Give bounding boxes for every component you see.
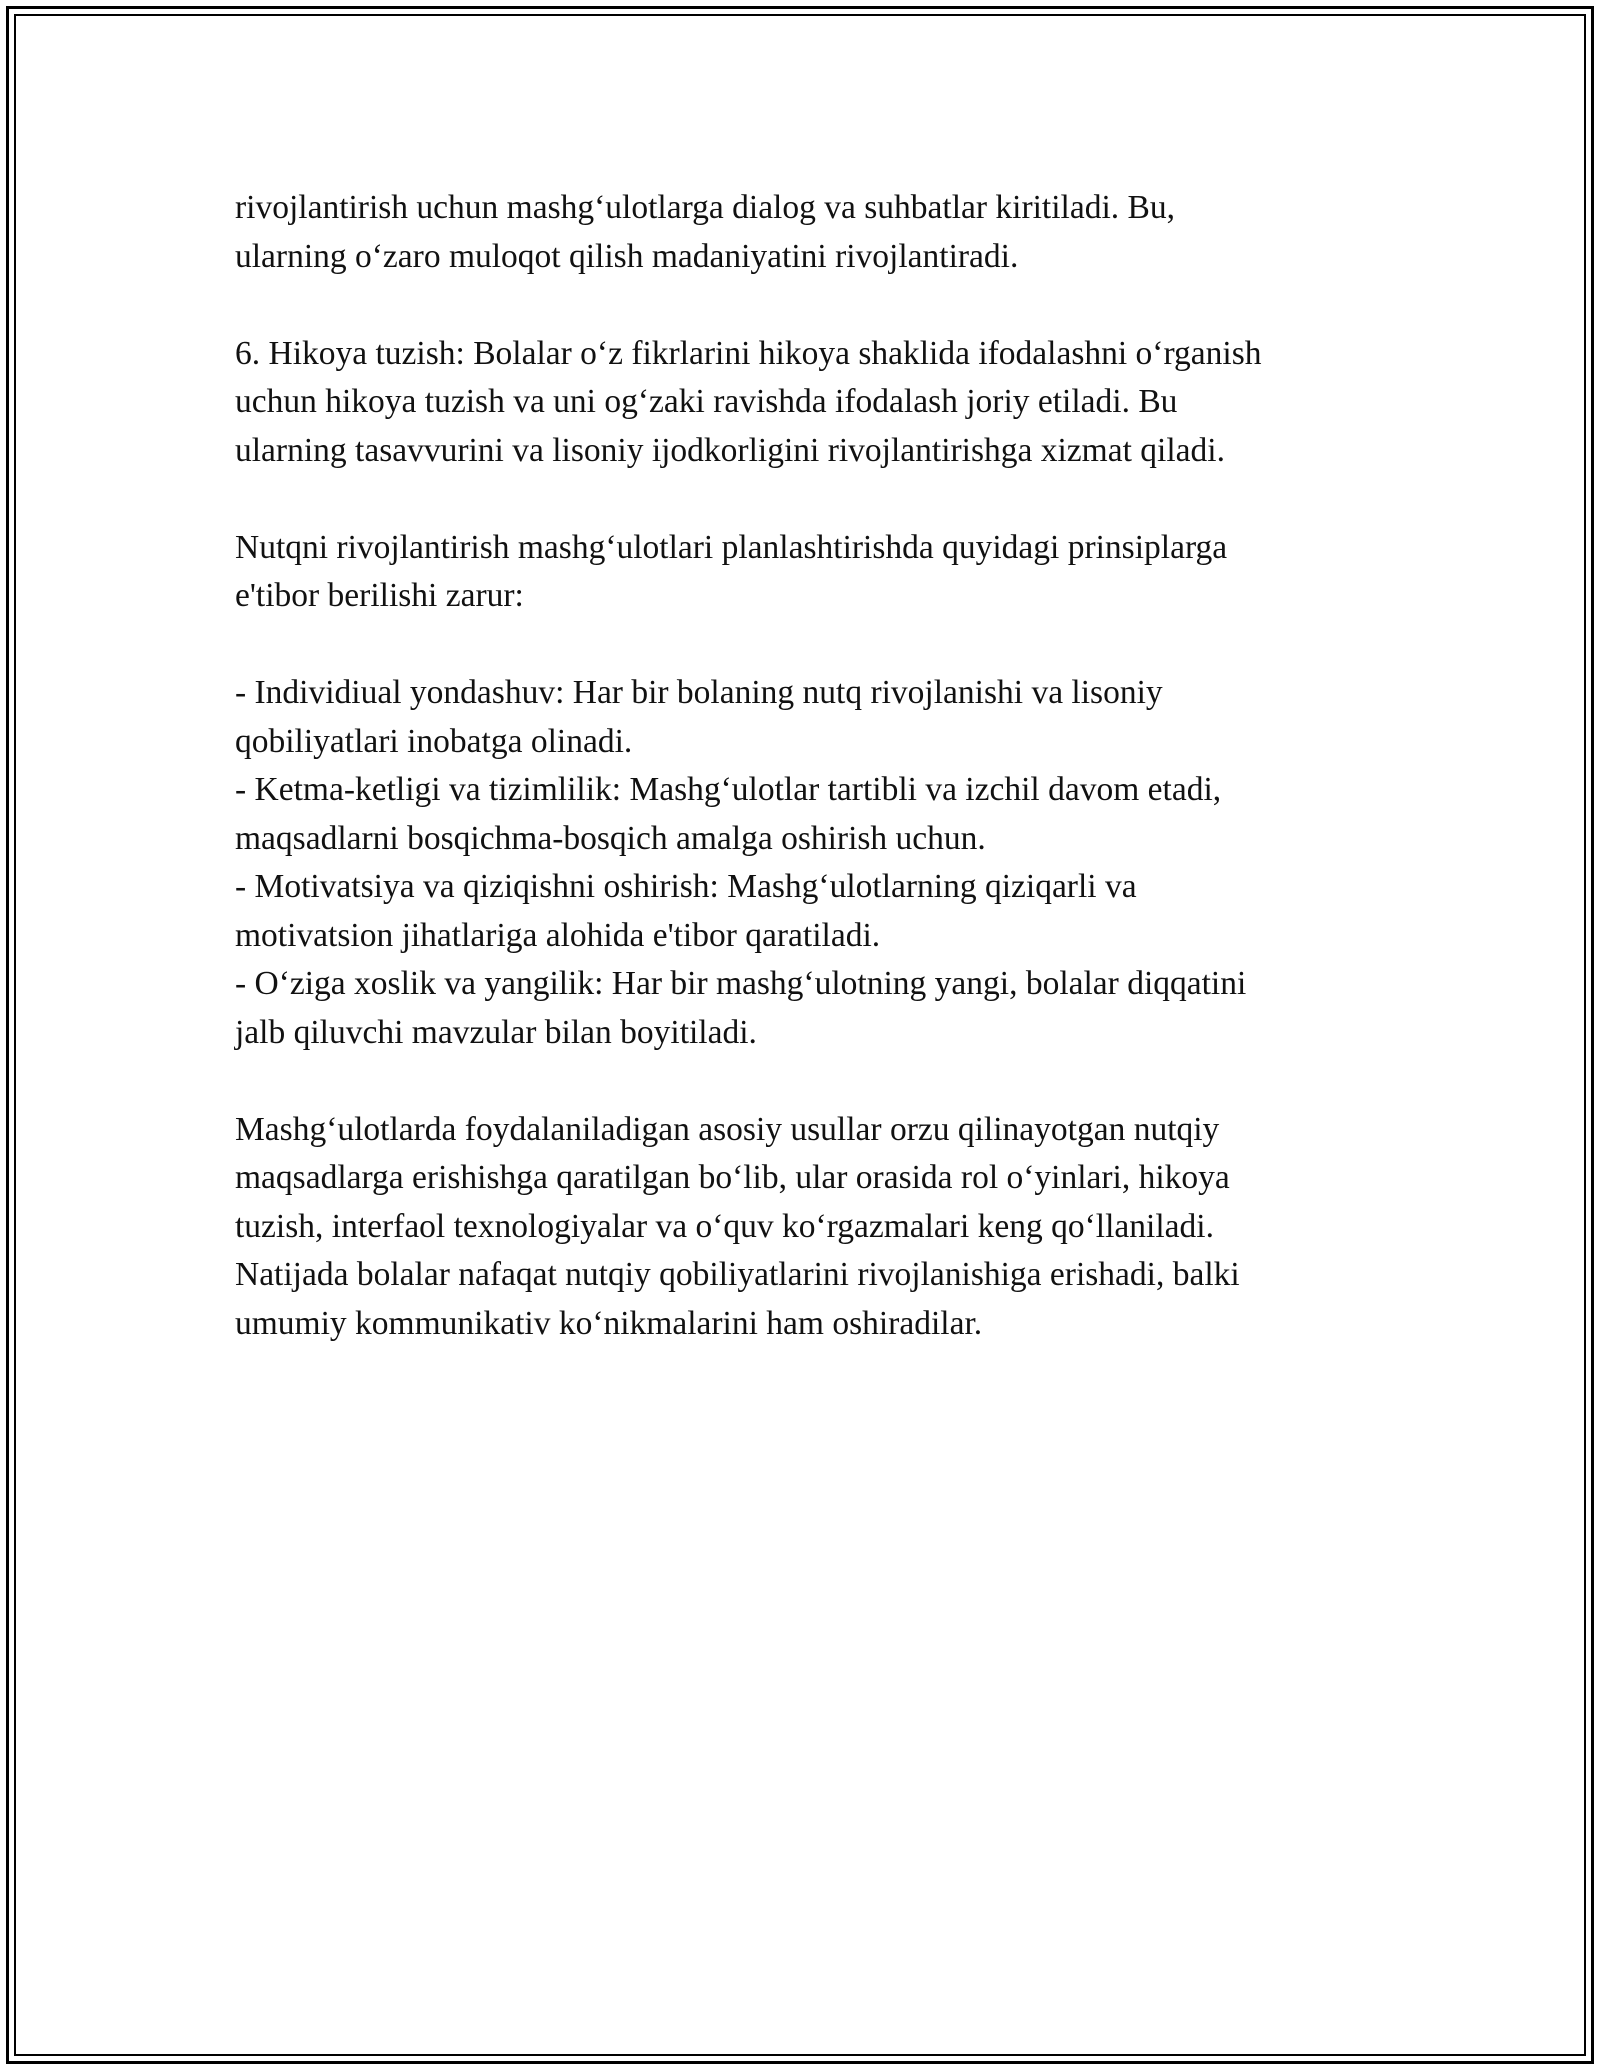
paragraph-principles-intro: Nutqni rivojlantirish mashg‘ulotlari planlashtirishda quyidagi prinsiplarga e'tibor berilishi zarur:: [235, 528, 1228, 614]
document-body: [235, 184, 1395, 1348]
paragraph-story-composition: 6. Hikoya tuzish: Bolalar o‘z fikrlarini hikoya shaklida ifodalashni o‘rganish uchun hikoya tuzish va uni og‘zaki ravishda ifodalash joriy etiladi. Bu ularning tasavvurini va lisoniy ijodkorligini rivojlantirishga xizmat qiladi.: [235, 334, 1262, 469]
paragraph-principles-list: - Individiual yondashuv: Har bir bolaning nutq rivojlanishi va lisoniy qobiliyatlari inobatga olinadi. - Ketma-ketligi va tizimlilik: Mashg‘ulotlar tartibli va izchil davom etadi, maqsadlarni bosqichma-bosqich amalga oshirish uchun. - Motivatsiya va qiziqishni oshirish: Mashg‘ulotlarning qiziqarli va motivatsion jihatlariga alohida e'tibor qaratiladi. - O‘ziga xoslik va yangilik: Har bir mashg‘ulotning yangi, bolalar diqqatini jalb qiluvchi mavzular bilan boyitiladi.: [235, 674, 1247, 1051]
paragraph-methods-conclusion: Mashg‘ulotlarda foydalaniladigan asosiy usullar orzu qilinayotgan nutqiy maqsadlarga erishishga qaratilgan bo‘lib, ular orasida rol o‘yinlari, hikoya tuzish, interfaol texnologiyalar va o‘quv ko‘rgazmalari keng qo‘llaniladi. Natijada bolalar nafaqat nutqiy qobiliyatlarini rivojlanishiga erishadi, balki umumiy kommunikativ ko‘nikmalarini ham oshiradilar.: [235, 1110, 1240, 1342]
paragraph-dialog-continuation: rivojlantirish uchun mashg‘ulotlarga dialog va suhbatlar kiritiladi. Bu, ularning o‘zaro muloqot qilish madaniyatini rivojlantiradi.: [235, 189, 1175, 275]
